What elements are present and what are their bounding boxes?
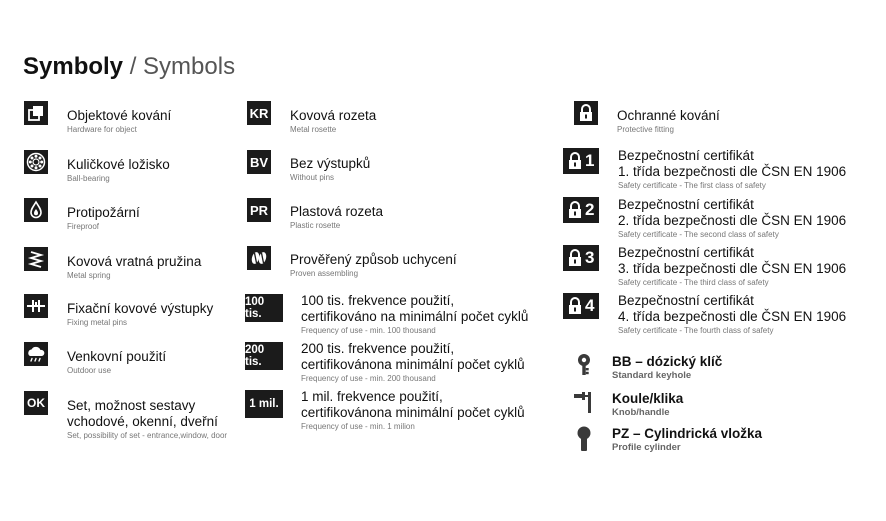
safety-class-number: 2	[585, 200, 595, 219]
symbol-sublabel: Without pins	[290, 173, 335, 182]
symbol-label: 1 mil. frekvence použití,	[301, 389, 443, 404]
symbol-label-line2: vchodové, okenní, dveřní	[67, 414, 218, 429]
standard-keyhole-icon	[574, 352, 594, 383]
fireproof-icon	[24, 198, 48, 222]
symbol-sublabel: Safety certificate - The second class of safety	[618, 230, 779, 239]
symbol-sublabel: Protective fitting	[617, 125, 674, 134]
symbol-sublabel: Frequency of use - min. 200 thousand	[301, 374, 436, 383]
frequency-100-icon: 100 tis.	[245, 294, 283, 322]
symbol-sublabel: Outdoor use	[67, 366, 112, 375]
key-type-sublabel: Profile cylinder	[612, 442, 681, 453]
symbol-sublabel: Ball-bearing	[67, 174, 110, 183]
title-english: Symbols	[143, 53, 236, 80]
symbol-sublabel: Safety certificate - The first class of safety	[618, 181, 766, 190]
symbol-label: Venkovní použití	[67, 349, 167, 364]
metal-spring-icon	[24, 247, 48, 271]
symbol-label: Plastová rozeta	[290, 204, 384, 219]
symbol-label: Bez výstupků	[290, 156, 371, 171]
symbol-label: Prověřený způsob uchycení	[290, 252, 457, 267]
symbol-label: Bezpečnostní certifikát	[618, 293, 754, 308]
symbol-label: Objektové kování	[67, 108, 172, 123]
title-czech: Symboly	[23, 53, 124, 80]
safety-class-number: 3	[585, 248, 595, 267]
symbol-label-line2: 2. třída bezpečnosti dle ČSN EN 1906	[618, 213, 847, 228]
bv-icon: BV	[247, 150, 271, 174]
symbol-label: Bezpečnostní certifikát	[618, 148, 754, 163]
symbol-label: Bezpečnostní certifikát	[618, 245, 754, 260]
ok-icon: OK	[24, 391, 48, 415]
safety-class-number: 1	[585, 151, 595, 170]
knob-handle-icon	[574, 389, 600, 420]
symbol-label: Protipožární	[67, 205, 140, 220]
symbol-sublabel: Safety certificate - The third class of safety	[618, 278, 769, 287]
symbol-sublabel: Metal rosette	[290, 125, 337, 134]
symbol-label: Kovová vratná pružina	[67, 254, 202, 269]
symbol-sublabel: Metal spring	[67, 271, 111, 280]
symbol-label-line2: certifikovánona minimální počet cyklů	[301, 405, 525, 420]
key-type-sublabel: Standard keyhole	[612, 370, 692, 381]
safety-class-4-icon	[563, 293, 599, 319]
ball-bearing-icon	[24, 150, 48, 174]
safety-class-3-icon	[563, 245, 599, 271]
hardware-icon	[24, 101, 48, 125]
key-type-sublabel: Knob/handle	[612, 407, 670, 418]
symbol-sublabel: Set, possibility of set - entrance,window, door	[67, 431, 228, 440]
symbol-sublabel: Plastic rosette	[290, 221, 341, 230]
symbol-sublabel: Fireproof	[67, 222, 100, 231]
frequency-1mil-icon: 1 mil.	[245, 390, 283, 418]
safety-class-number: 4	[585, 296, 595, 315]
symbol-label: Set, možnost sestavy	[67, 398, 196, 413]
pr-icon: PR	[247, 198, 271, 222]
symbol-label: Fixační kovové výstupky	[67, 301, 214, 316]
symbol-sublabel: Hardware for object	[67, 125, 137, 134]
key-type-label: PZ – Cylindrická vložka	[612, 426, 763, 441]
symbol-label-line2: 3. třída bezpečnosti dle ČSN EN 1906	[618, 261, 847, 276]
symbol-label-line2: 1. třída bezpečnosti dle ČSN EN 1906	[618, 164, 847, 179]
padlock-icon	[574, 101, 598, 125]
symbol-sublabel: Frequency of use - min. 1 milion	[301, 422, 415, 431]
proven-assembling-icon	[247, 246, 271, 270]
symbol-label: 100 tis. frekvence použití,	[301, 293, 455, 308]
symbol-sublabel: Frequency of use - min. 100 thousand	[301, 326, 436, 335]
kr-icon: KR	[247, 101, 271, 125]
key-type-label: BB – dózický klíč	[612, 354, 723, 369]
symbol-label: Kuličkové ložisko	[67, 157, 170, 172]
symbol-label-line2: 4. třída bezpečnosti dle ČSN EN 1906	[618, 309, 847, 324]
symbol-label: Ochranné kování	[617, 108, 720, 123]
symbol-sublabel: Safety certificate - The fourth class of safety	[618, 326, 774, 335]
safety-class-2-icon	[563, 197, 599, 223]
symbol-sublabel: Proven assembling	[290, 269, 359, 278]
symbol-label: Kovová rozeta	[290, 108, 377, 123]
page-title	[23, 52, 235, 82]
symbol-sublabel: Fixing metal pins	[67, 318, 128, 327]
symbol-label-line2: certifikováno na minimální počet cyklů	[301, 309, 529, 324]
frequency-200-icon: 200 tis.	[245, 342, 283, 370]
symbol-label: Bezpečnostní certifikát	[618, 197, 754, 212]
title-separator: /	[123, 53, 144, 80]
profile-cylinder-icon	[574, 425, 594, 458]
symbol-label: 200 tis. frekvence použití,	[301, 341, 455, 356]
safety-class-1-icon	[563, 148, 599, 174]
outdoor-icon	[24, 342, 48, 366]
metal-pins-icon	[24, 294, 48, 318]
symbol-label-line2: certifikovánona minimální počet cyklů	[301, 357, 525, 372]
key-type-label: Koule/klika	[612, 391, 684, 406]
